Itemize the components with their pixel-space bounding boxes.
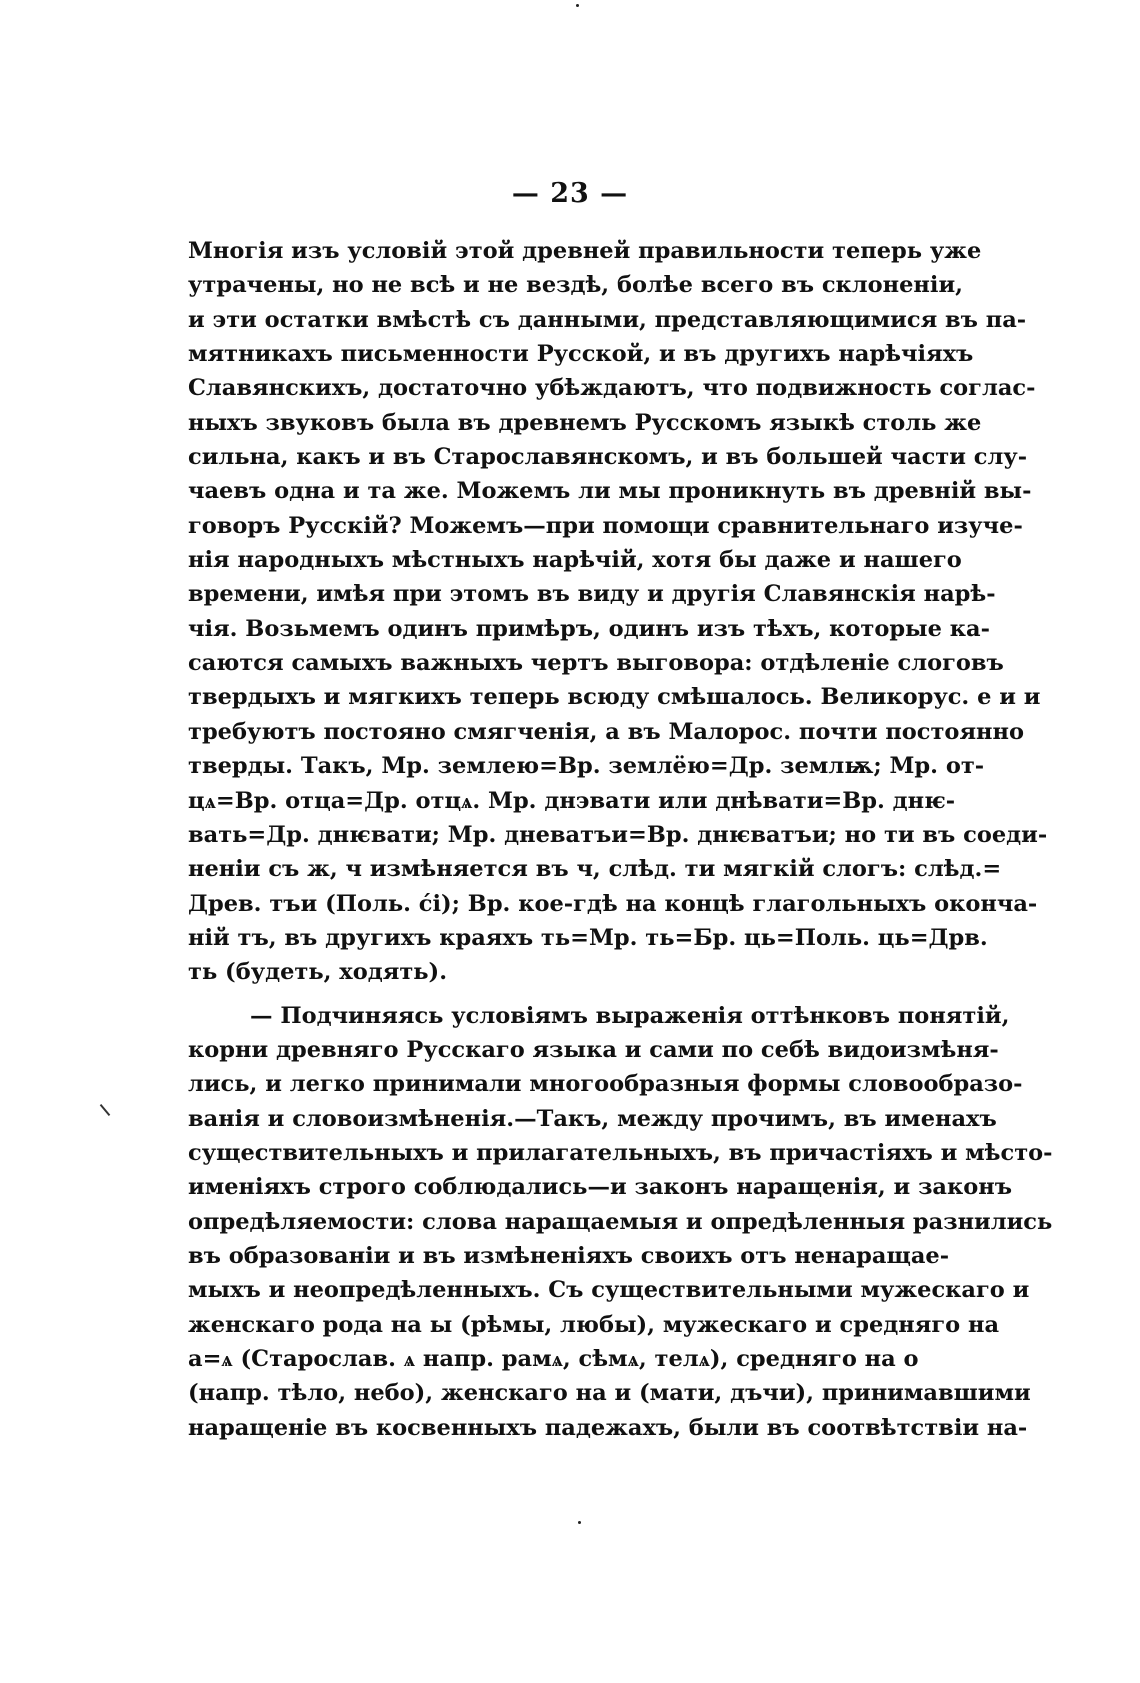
text-line: ныхъ звуковъ была въ древнемъ Русскомъ языкѣ столь же	[188, 409, 982, 436]
text-line: ванія и словоизмѣненія.—Такъ, между прочимъ, въ именахъ	[188, 1105, 997, 1132]
ink-speck	[576, 4, 579, 7]
text-line: въ образованіи и въ измѣненіяхъ своихъ отъ ненаращае-	[188, 1242, 950, 1269]
text-line: (напр. тѣло, небо), женскаго на и (мати, дъчи), принимавшими	[188, 1380, 1031, 1407]
text-line: Славянскихъ, достаточно убѣждаютъ, что подвижность соглас-	[188, 375, 1036, 402]
text-line: мятникахъ письменности Русской, и въ другихъ нарѣчіяхъ	[188, 341, 974, 368]
text-line: неніи съ ж, ч измѣняется въ ч, слѣд. ти мягкій слогъ: слѣд.=	[188, 856, 1002, 883]
text-line: сильна, какъ и въ Старославянскомъ, и въ большей части слу-	[188, 444, 1028, 471]
page-number: — 23 —	[511, 178, 629, 209]
text-line: ній тъ, въ другихъ краяхъ ть=Мр. ть=Бр. ць=Поль. ць=Дрв.	[188, 924, 988, 951]
text-line: требуютъ постояно смягченія, а въ Малорос. почти постоянно	[188, 718, 1025, 745]
text-line: — Подчиняясь условіямъ выраженія оттѣнковъ понятій,	[250, 1002, 1010, 1029]
text-line: мыхъ и неопредѣленныхъ. Съ существительными мужескаго и	[188, 1277, 1030, 1304]
text-line: женскаго рода на ы (рѣмы, любы), мужескаго и средняго на	[188, 1311, 1000, 1338]
text-line: опредѣляемости: слова наращаемыя и опредѣленныя разнились	[188, 1208, 1053, 1235]
text-line: нія народныхъ мѣстныхъ нарѣчій, хотя бы даже и нашего	[188, 547, 962, 574]
text-line: именіяхъ строго соблюдались—и законъ наращенія, и законъ	[188, 1174, 1012, 1201]
text-line: наращеніе въ косвенныхъ падежахъ, были въ соотвѣтствіи на-	[188, 1414, 1028, 1441]
text-line: корни древняго Русскаго языка и сами по себѣ видоизмѣня-	[188, 1036, 999, 1063]
text-line: и эти остатки вмѣстѣ съ данными, представляющимися въ па-	[188, 306, 1027, 333]
text-line: чаевъ одна и та же. Можемъ ли мы проникнуть въ древній вы-	[188, 478, 1032, 505]
paragraph-1	[188, 234, 1048, 990]
text-line: тверды. Такъ, Мр. землею=Вр. землёю=Др. землѭ; Мр. от-	[188, 753, 985, 780]
text-line: Древ. тъи (Поль. ći); Вр. кое-гдѣ на концѣ глагольныхъ оконча-	[188, 890, 1038, 917]
text-line: Многія изъ условій этой древней правильности теперь уже	[188, 238, 982, 264]
text-line: времени, имѣя при этомъ въ виду и другія Славянскія нарѣ-	[188, 581, 996, 608]
text-line: существительныхъ и прилагательныхъ, въ причастіяхъ и мѣсто-	[188, 1139, 1053, 1166]
text-line: вать=Др. днѥвати; Мр. дневатъи=Вр. днѥватъи; но ти въ соеди-	[188, 821, 1048, 848]
text-line: говоръ Русскій? Можемъ—при помощи сравнительнаго изуче-	[188, 512, 1023, 539]
text-line: лись, и легко принимали многообразныя формы словообразо-	[188, 1071, 1023, 1098]
text-line: а=ѧ (Старослав. ѧ напр. рамѧ, сѣмѧ, телѧ), средняго на о	[188, 1346, 919, 1372]
text-line: саются самыхъ важныхъ чертъ выговора: отдѣленіе слоговъ	[188, 650, 1004, 677]
ink-speck	[578, 1521, 581, 1524]
body-text	[188, 234, 1053, 1445]
text-line: утрачены, но не всѣ и не вездѣ, болѣе всего въ склоненіи,	[188, 272, 963, 299]
text-line: твердыхъ и мягкихъ теперь всюду смѣшалось. Великорус. е и и	[188, 684, 1041, 711]
paragraph-2	[188, 999, 1053, 1445]
margin-mark	[100, 1104, 111, 1116]
text-line: цѧ=Вр. отца=Др. отцѧ. Мр. днэвати или днѣвати=Вр. днѥ-	[188, 787, 956, 814]
text-line: чія. Возьмемъ одинъ примѣръ, одинъ изъ тѣхъ, которые ка-	[188, 615, 990, 642]
paragraph-gap	[188, 990, 902, 999]
text-line: ть (будеть, ходять).	[188, 959, 448, 986]
